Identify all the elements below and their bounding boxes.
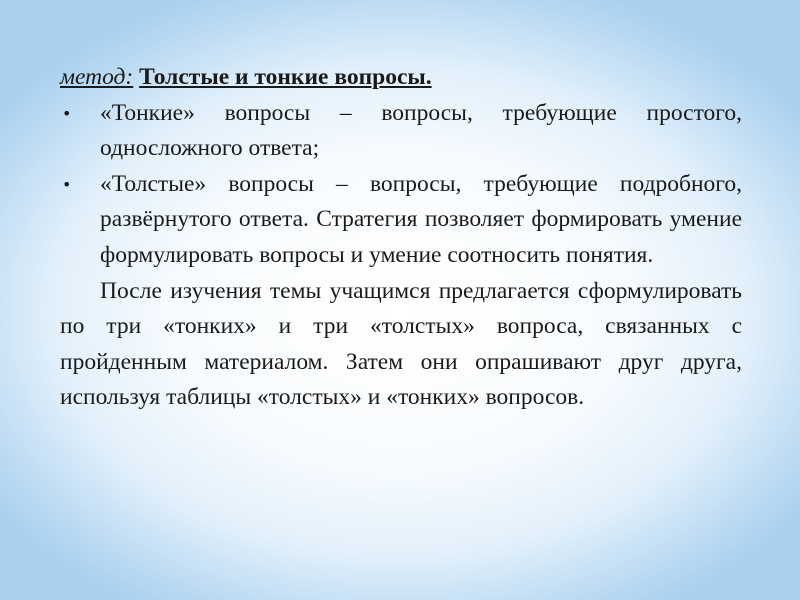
list-item	[60, 167, 742, 274]
method-heading	[60, 60, 742, 96]
body-paragraph: После изучения темы учащимся предлагается сформулировать по три «тонких» и три «толстых» вопроса, связанных с пройденным материалом. Затем они опрашивают друг друга, используя таблицы «толстых» и «тонких» вопросов.	[60, 277, 742, 411]
method-label: метод:	[60, 64, 134, 90]
bullet-list	[60, 96, 742, 274]
method-title: Толстые и тонкие вопросы.	[139, 64, 432, 90]
bullet-icon: •	[62, 103, 72, 123]
list-item	[60, 96, 742, 167]
list-item-text: «Тонкие» вопросы – вопросы, требующие простого, односложного ответа;	[100, 99, 742, 162]
list-item-text: «Толстые» вопросы – вопросы, требующие подробного, развёрнутого ответа. Стратегия позволяет формировать умение формулировать вопросы и умение соотносить понятия.	[100, 170, 742, 268]
slide-content	[60, 60, 742, 416]
bullet-icon: •	[62, 174, 72, 194]
